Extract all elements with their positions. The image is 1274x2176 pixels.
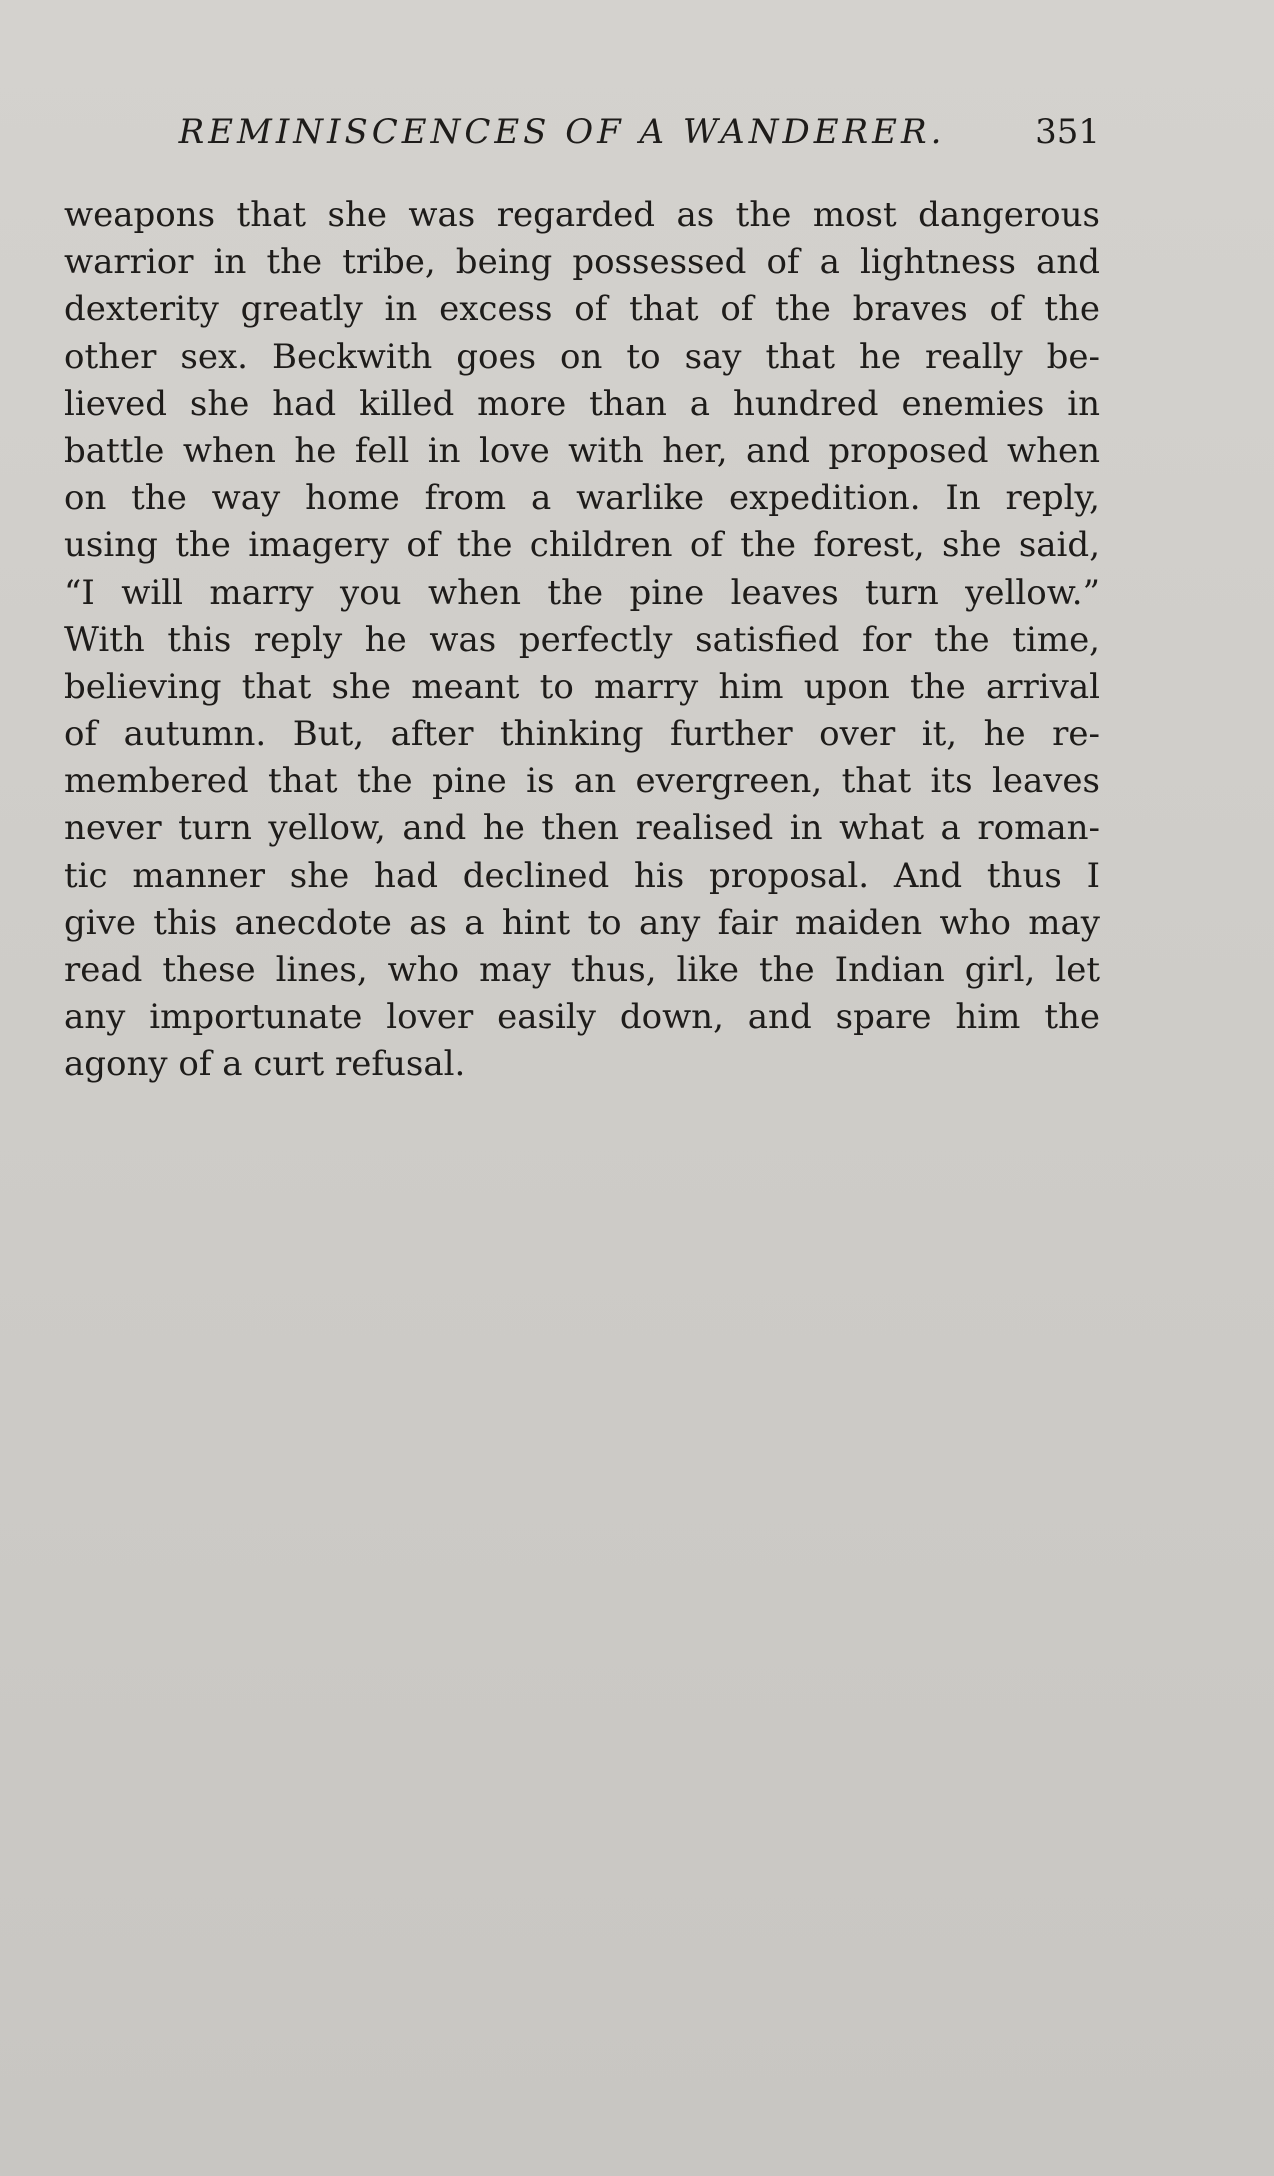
text-line: give this anecdote as a hint to any fair maiden who may xyxy=(64,902,1100,943)
running-header xyxy=(64,112,1100,162)
text-line: With this reply he was perfectly satisfied for the time, xyxy=(64,619,1100,660)
text-line: lieved she had killed more than a hundred enemies in xyxy=(64,383,1100,424)
text-line: “I will marry you when the pine leaves turn yellow.” xyxy=(64,572,1100,613)
text-line: other sex. Beckwith goes on to say that he really be- xyxy=(64,336,1100,377)
text-line: of autumn. But, after thinking further over it, he re- xyxy=(64,714,1100,755)
text-line: agony of a curt refusal. xyxy=(64,1044,466,1085)
text-line: believing that she meant to marry him upon the arrival xyxy=(64,666,1100,707)
text-line: membered that the pine is an evergreen, that its leaves xyxy=(64,761,1100,802)
running-title: REMINISCENCES OF A WANDERER. xyxy=(178,112,946,152)
text-line: read these lines, who may thus, like the Indian girl, let xyxy=(64,950,1100,990)
page-number: 351 xyxy=(1035,112,1100,152)
text-line: any importunate lover easily down, and spare him the xyxy=(64,997,1100,1038)
body-paragraph xyxy=(64,192,1100,1089)
text-line: on the way home from a warlike expedition. In reply, xyxy=(64,478,1100,519)
text-line: never turn yellow, and he then realised in what a roman- xyxy=(64,808,1100,849)
text-line: warrior in the tribe, being possessed of a lightness and xyxy=(64,242,1100,283)
text-line: battle when he fell in love with her, and proposed when xyxy=(64,430,1100,471)
text-line: weapons that she was regarded as the most dangerous xyxy=(64,195,1100,235)
text-line: dexterity greatly in excess of that of the braves of the xyxy=(64,289,1100,330)
text-line: tic manner she had declined his proposal. And thus I xyxy=(64,855,1100,896)
text-line: using the imagery of the children of the forest, she said, xyxy=(64,525,1100,566)
